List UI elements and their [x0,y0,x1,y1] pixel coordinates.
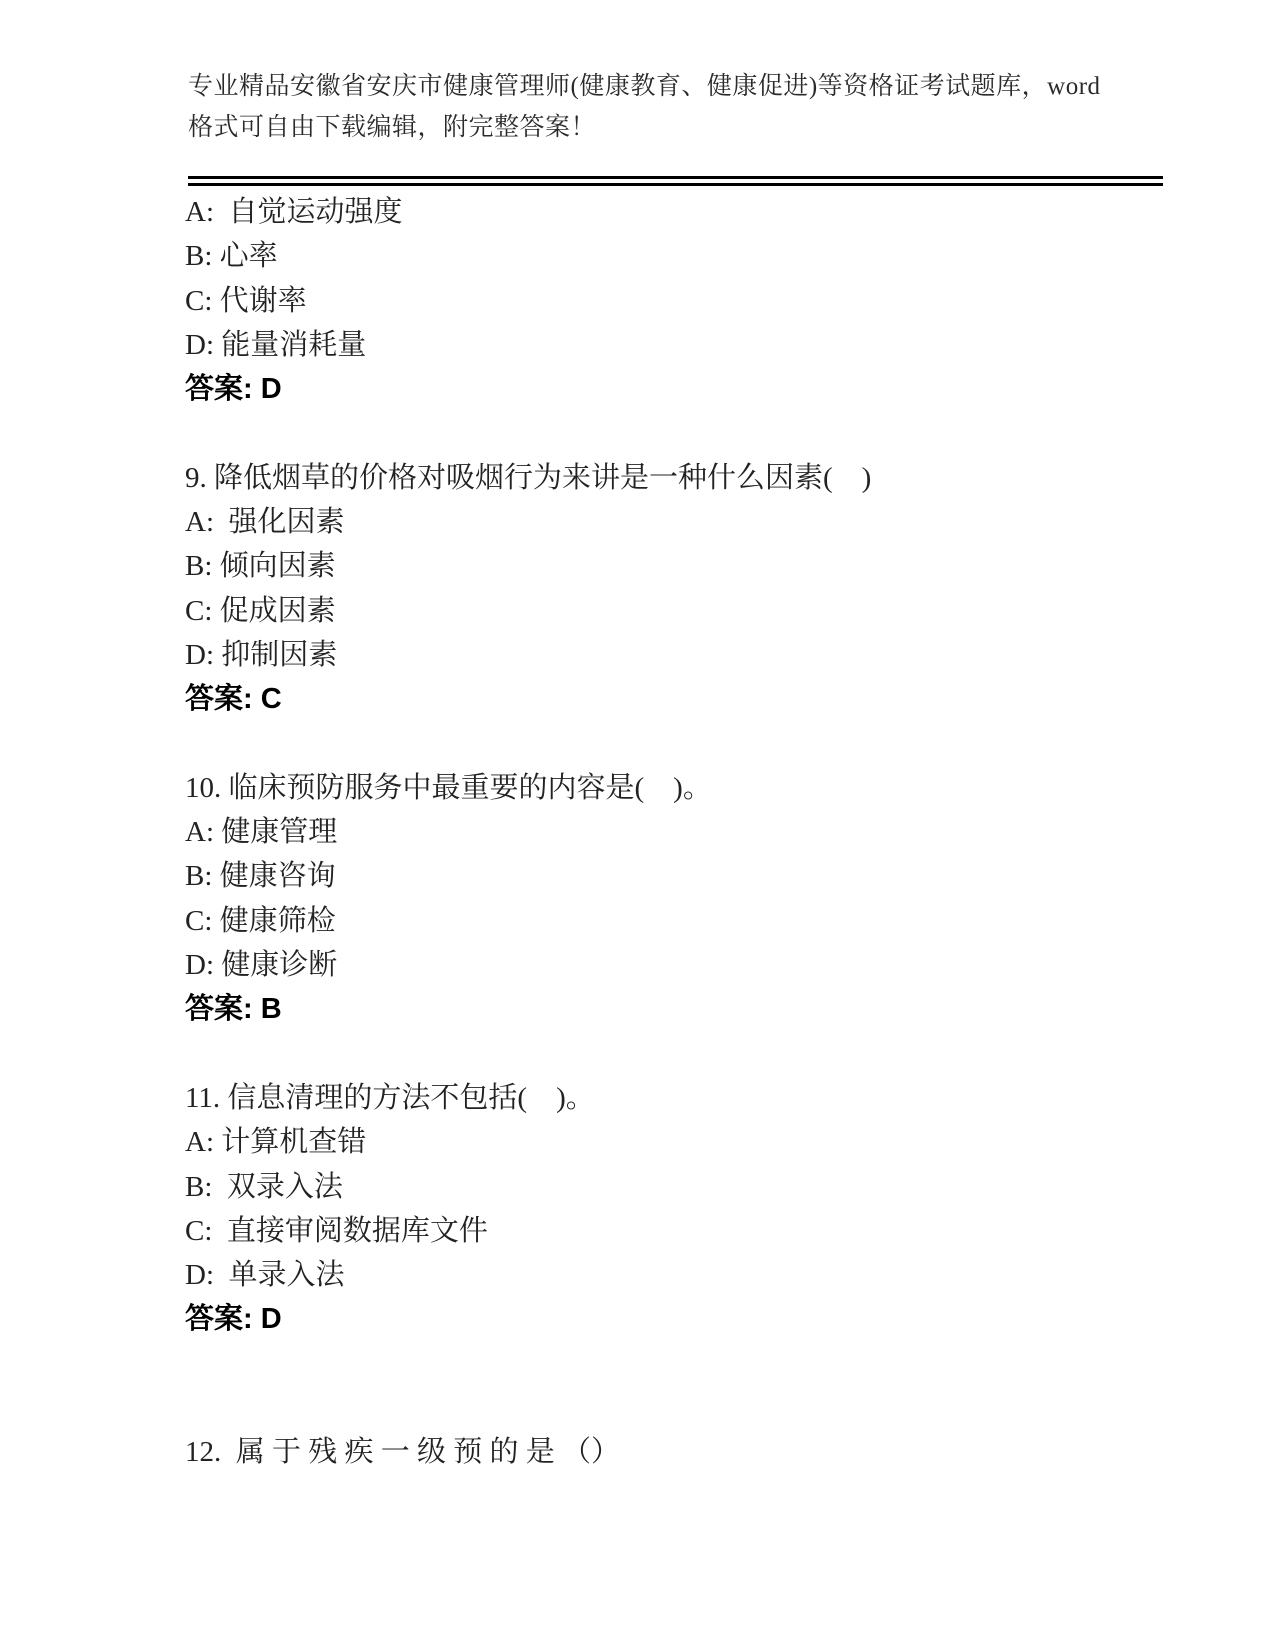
option-line: C: 直接审阅数据库文件 [185,1214,488,1247]
answer-line: 答案: D [185,1303,282,1336]
header-divider [188,176,1163,186]
blank-line [185,1342,1185,1386]
option-line: A: 强化因素 [185,506,345,539]
option-line: D: 能量消耗量 [185,328,367,361]
question-title: 9. 降低烟草的价格对吸烟行为来讲是一种什么因素( ) [185,461,872,494]
blank-line [185,1386,1185,1430]
option-line: D: 单录入法 [185,1259,345,1292]
option-line: A: 健康管理 [185,816,338,849]
page-header [188,66,1118,148]
option-line: A: 计算机查错 [185,1126,367,1159]
question-title: 12. 属 于 残 疾 一 级 预 的 是 （） [185,1436,621,1469]
option-line: C: 健康筛检 [185,904,336,937]
option-line: D: 健康诊断 [185,949,338,982]
option-line: C: 代谢率 [185,284,307,317]
option-line: B: 倾向因素 [185,550,336,583]
question-title: 11. 信息清理的方法不包括( )。 [185,1081,595,1114]
option-line: B: 健康咨询 [185,860,336,893]
question-title: 10. 临床预防服务中最重要的内容是( )。 [185,771,712,804]
option-line: A: 自觉运动强度 [185,196,403,228]
answer-line: 答案: B [185,993,282,1026]
option-line: B: 心率 [185,240,278,273]
question-list [185,190,1185,1475]
header-line-1: 专业精品安徽省安庆市健康管理师(健康教育、健康促进)等资格证考试题库，word [188,73,1101,100]
answer-line: 答案: D [185,373,282,406]
blank-line [185,722,1185,766]
answer-line: 答案: C [185,683,282,716]
blank-line [185,411,1185,455]
option-line: D: 抑制因素 [185,638,338,671]
option-line: B: 双录入法 [185,1170,343,1203]
header-line-2: 格式可自由下载编辑，附完整答案！ [188,114,597,141]
option-line: C: 促成因素 [185,594,336,627]
blank-line [185,1032,1185,1076]
